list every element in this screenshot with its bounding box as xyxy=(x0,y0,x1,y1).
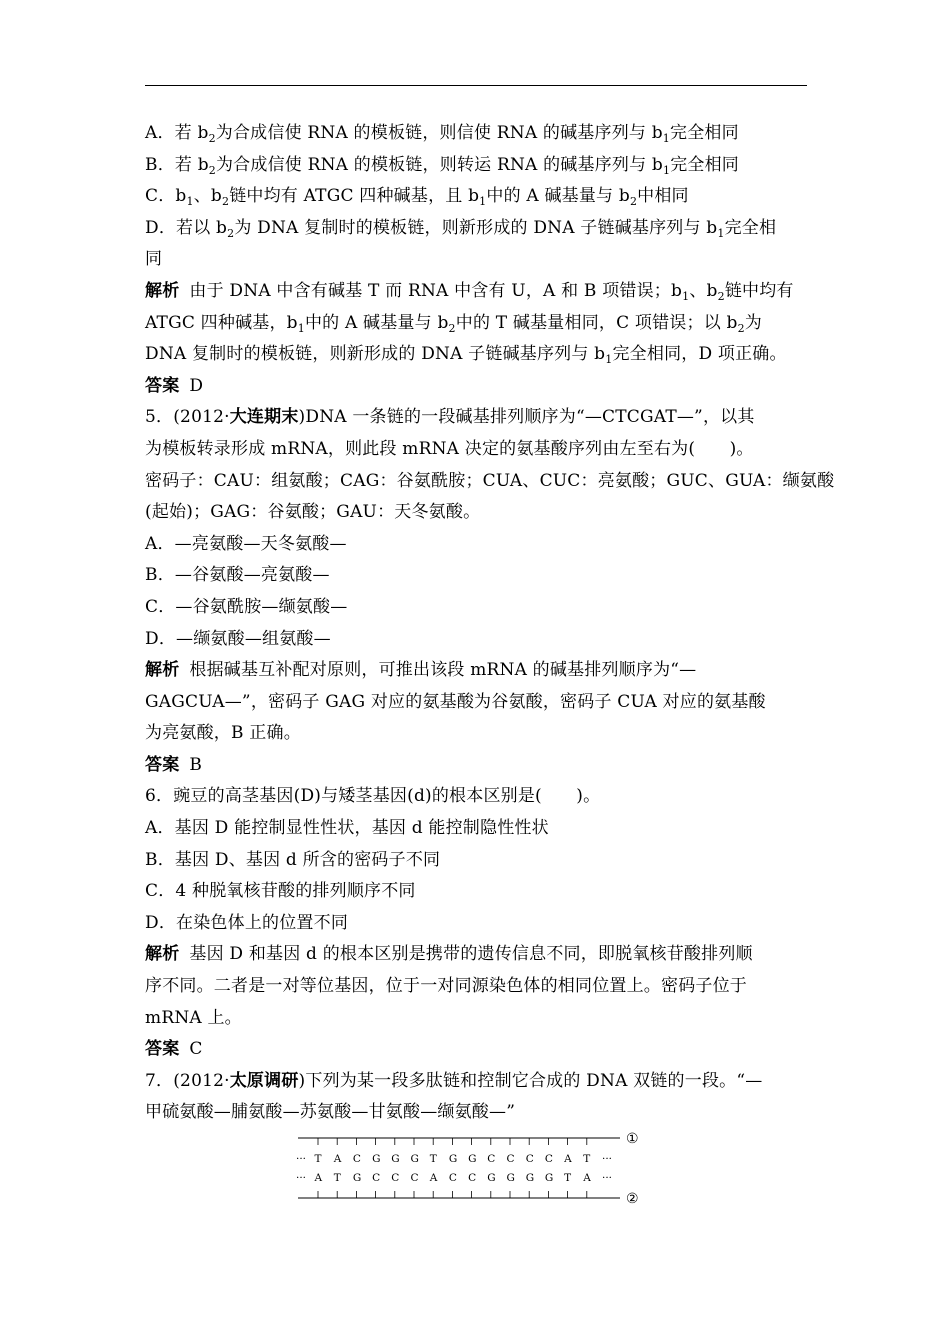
strand1-dots-right: ··· xyxy=(602,1153,613,1165)
q5-source: 大连期末 xyxy=(229,407,299,428)
strand1-base: T xyxy=(583,1153,591,1165)
q6-option-d: D．在染色体上的位置不同 xyxy=(145,912,349,933)
strand2-base: G xyxy=(544,1172,554,1184)
strand2-base: A xyxy=(314,1172,323,1184)
answer-value: B xyxy=(189,754,203,775)
strand2-base: C xyxy=(372,1172,381,1184)
dna-double-strand-figure xyxy=(290,1128,660,1208)
strand2-base: G xyxy=(506,1172,515,1184)
strand2-dots-left: ··· xyxy=(296,1172,307,1184)
strand2-base: C xyxy=(448,1172,457,1184)
q5-option-d: D．—缬氨酸—组氨酸— xyxy=(145,628,331,649)
q6-option-b: B．基因 D、基因 d 所含的密码子不同 xyxy=(145,849,441,870)
q5-analysis-line2: GAGCUA—”，密码子 GAG 对应的氨基酸为谷氨酸，密码子 CUA 对应的氨基酸 xyxy=(145,691,766,712)
strand1-base: A xyxy=(333,1153,342,1165)
strand2-base: G xyxy=(352,1172,362,1184)
strand2-base: C xyxy=(468,1172,477,1184)
q4-analysis-line3: DNA 复制时的模板链，则新形成的 DNA 子链碱基序列与 $b_1$完全相同，D 项正确。 xyxy=(145,344,787,367)
q4-option-b: B．若 $b_2$为合成信使 RNA 的模板链，则转运 RNA 的碱基序列与 $b_1$完全相同 xyxy=(145,154,740,177)
strand2-base: C xyxy=(391,1172,400,1184)
strand2-base: A xyxy=(429,1172,438,1184)
strand1-base: G xyxy=(372,1153,381,1165)
strand1-base: C xyxy=(506,1153,515,1165)
q4-option-c: C．$b_1$、$b_2$链中均有 ATGC 四种碱基，且 $b_1$中的 A 碱基量与 $b_2$中相同 xyxy=(145,186,689,209)
q5-analysis-line3: 为亮氨酸，B 正确。 xyxy=(145,723,301,744)
strand2-base: G xyxy=(525,1172,535,1184)
strand2-label: ② xyxy=(626,1191,639,1207)
strand2-base: C xyxy=(410,1172,419,1184)
q5-analysis-line1: 解析 根据碱基互补配对原则，可推出该段 mRNA 的碱基排列顺序为“— xyxy=(145,660,697,681)
q6-analysis-line2: 序不同。二者是一对等位基因，位于一对同源染色体的相同位置上。密码子位于 xyxy=(145,976,747,997)
analysis-tag: 解析 xyxy=(145,280,180,301)
strand1-base: A xyxy=(564,1153,572,1165)
q5-codon-line2: (起始)；GAG：谷氨酸；GAU：天冬氨酸。 xyxy=(145,502,481,523)
q4-answer xyxy=(145,371,813,403)
strand2-bases xyxy=(314,1172,592,1198)
strand1-base: C xyxy=(525,1153,534,1165)
q5-stem-line2: 为模板转录形成 mRNA，则此段 mRNA 决定的氨基酸序列由左至右为( )。 xyxy=(145,438,754,459)
q5-option-b: B．—谷氨酸—亮氨酸— xyxy=(145,565,330,586)
analysis-tag: 解析 xyxy=(145,944,180,965)
strand1-base: G xyxy=(391,1153,400,1165)
answer-value: C xyxy=(189,1039,203,1060)
strand1-bases xyxy=(315,1138,591,1165)
strand1-base: T xyxy=(429,1153,437,1165)
answer-value: D xyxy=(189,375,204,396)
answer-tag: 答案 xyxy=(145,754,180,775)
q6-stem: 6．豌豆的高茎基因(D)与矮茎基因(d)的根本区别是( )。 xyxy=(145,786,601,807)
strand2-base: T xyxy=(333,1172,341,1184)
answer-tag: 答案 xyxy=(145,1039,180,1060)
q6-option-c: C．4 种脱氧核苷酸的排列顺序不同 xyxy=(145,881,416,902)
strand1-base: T xyxy=(314,1153,322,1165)
q4-option-d: D．若以 $b_2$为 DNA 复制时的模板链，则新形成的 DNA 子链碱基序列与 $b_1$完全相 xyxy=(145,217,777,240)
strand2-base: G xyxy=(487,1172,496,1184)
header-rule xyxy=(145,85,807,86)
answer-tag: 答案 xyxy=(145,375,180,396)
strand2-base: A xyxy=(583,1172,591,1184)
q7-source: 太原调研 xyxy=(229,1070,299,1091)
strand2-dots-right: ··· xyxy=(602,1172,613,1184)
q5-stem-line1: 5．(2012·大连期末)DNA 一条链的一段碱基排列顺序为“—CTCGAT—”，以其 xyxy=(145,407,755,428)
q7-stem-line2: 甲硫氨酸—脯氨酸—苏氨酸—甘氨酸—缬氨酸—” xyxy=(145,1102,516,1123)
q6-analysis-line3: mRNA 上。 xyxy=(145,1007,242,1028)
strand1-label: ① xyxy=(626,1131,639,1147)
strand1-base: G xyxy=(468,1153,477,1165)
q5-option-c: C．—谷氨酰胺—缬氨酸— xyxy=(145,596,348,617)
strand1-base: C xyxy=(352,1153,361,1165)
strand1-base: G xyxy=(410,1153,419,1165)
q4-analysis-line2: ATGC 四种碱基，$b_1$中的 A 碱基量与 $b_2$中的 T 碱基量相同，C 项错误；以 $b_2$为 xyxy=(145,312,762,335)
strand1-base: C xyxy=(544,1153,553,1165)
strand1-base: C xyxy=(487,1153,496,1165)
q5-codon-line1: 密码子：CAU：组氨酸；CAG：谷氨酰胺；CUA、CUC：亮氨酸；GUC、GUA：缬氨酸 xyxy=(145,470,835,491)
q6-answer xyxy=(145,1034,813,1066)
q4-analysis-line1: 解析 由于 DNA 中含有碱基 T 而 RNA 中含有 U，A 和 B 项错误；$b_1$、$b_2$链中均有 xyxy=(145,280,794,303)
strand1-dots-left: ··· xyxy=(296,1153,307,1165)
q5-option-a: A．—亮氨酸—天冬氨酸— xyxy=(145,533,347,554)
q7-stem-line1: 7．(2012·太原调研)下列为某一段多肽链和控制它合成的 DNA 双链的一段。“— xyxy=(145,1070,763,1091)
strand2-base: T xyxy=(564,1172,572,1184)
strand1-base: G xyxy=(448,1153,458,1165)
q6-analysis-line1: 解析 基因 D 和基因 d 的根本区别是携带的遗传信息不同，即脱氧核苷酸排列顺 xyxy=(145,944,753,965)
q6-option-a: A．基因 D 能控制显性性状，基因 d 能控制隐性性状 xyxy=(145,818,549,839)
q5-answer xyxy=(145,750,813,782)
q4-option-a: A．若 $b_2$为合成信使 RNA 的模板链，则信使 RNA 的碱基序列与 $b_1$完全相同 xyxy=(145,123,739,145)
document-body xyxy=(145,118,835,1129)
q4-option-d-cont: 同 xyxy=(145,249,163,270)
analysis-tag: 解析 xyxy=(145,660,180,681)
